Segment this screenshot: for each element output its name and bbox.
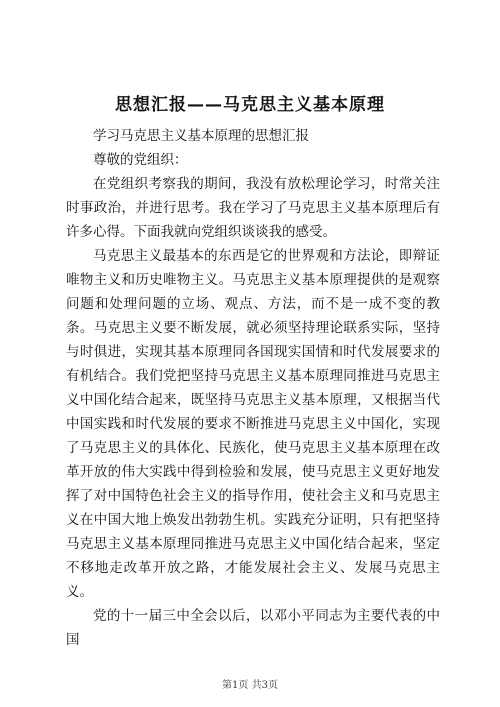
page-footer: 第1页 共3页 bbox=[222, 680, 278, 691]
document-subtitle: 学习马克思主义基本原理的思想汇报 bbox=[93, 128, 309, 144]
paragraph-3: 党的十一届三中全会以后，以邓小平同志为主要代表的中国 bbox=[66, 608, 440, 648]
salutation: 尊敬的党组织： bbox=[93, 152, 188, 168]
document-title: 思想汇报——马克思主义基本原理 bbox=[115, 95, 385, 115]
paragraph-1: 在党组织考察我的期间，我没有放松理论学习，时常关注时事政治，并进行思考。我在学习了马克思主义基本原理后有许多心得。下面我就向党组织谈谈我的感受。 bbox=[66, 176, 440, 240]
document-body bbox=[66, 124, 440, 652]
paragraph-2: 马克思主义最基本的东西是它的世界观和方法论，即辩证唯物主义和历史唯物主义。马克思主义基本原理提供的是观察问题和处理问题的立场、观点、方法，而不是一成不变的教条。马克思主义要不断发展，就必须坚持理论联系实际，坚持与时俱进，实现其基本原理同各国现实国情和时代发展要求的有机结合。我们党把坚持马克思主义基本原理同推进马克思主义中国化结合起来，既坚持马克思主义基本原理，又根据当代中国实践和时代发展的要求不断推进马克思主义中国化，实现了马克思主义的具体化、民族化，使马克思主义基本原理在改革开放的伟大实践中得到检验和发展，使马克思主义更好地发挥了对中国特色社会主义的指导作用，使社会主义和马克思主义在中国大地上焕发出勃勃生机。实践充分证明，只有把坚持马克思主义基本原理同推进马克思主义中国化结合起来，坚定不移地走改革开放之路，才能发展社会主义、发展马克思主义。 bbox=[66, 248, 440, 600]
